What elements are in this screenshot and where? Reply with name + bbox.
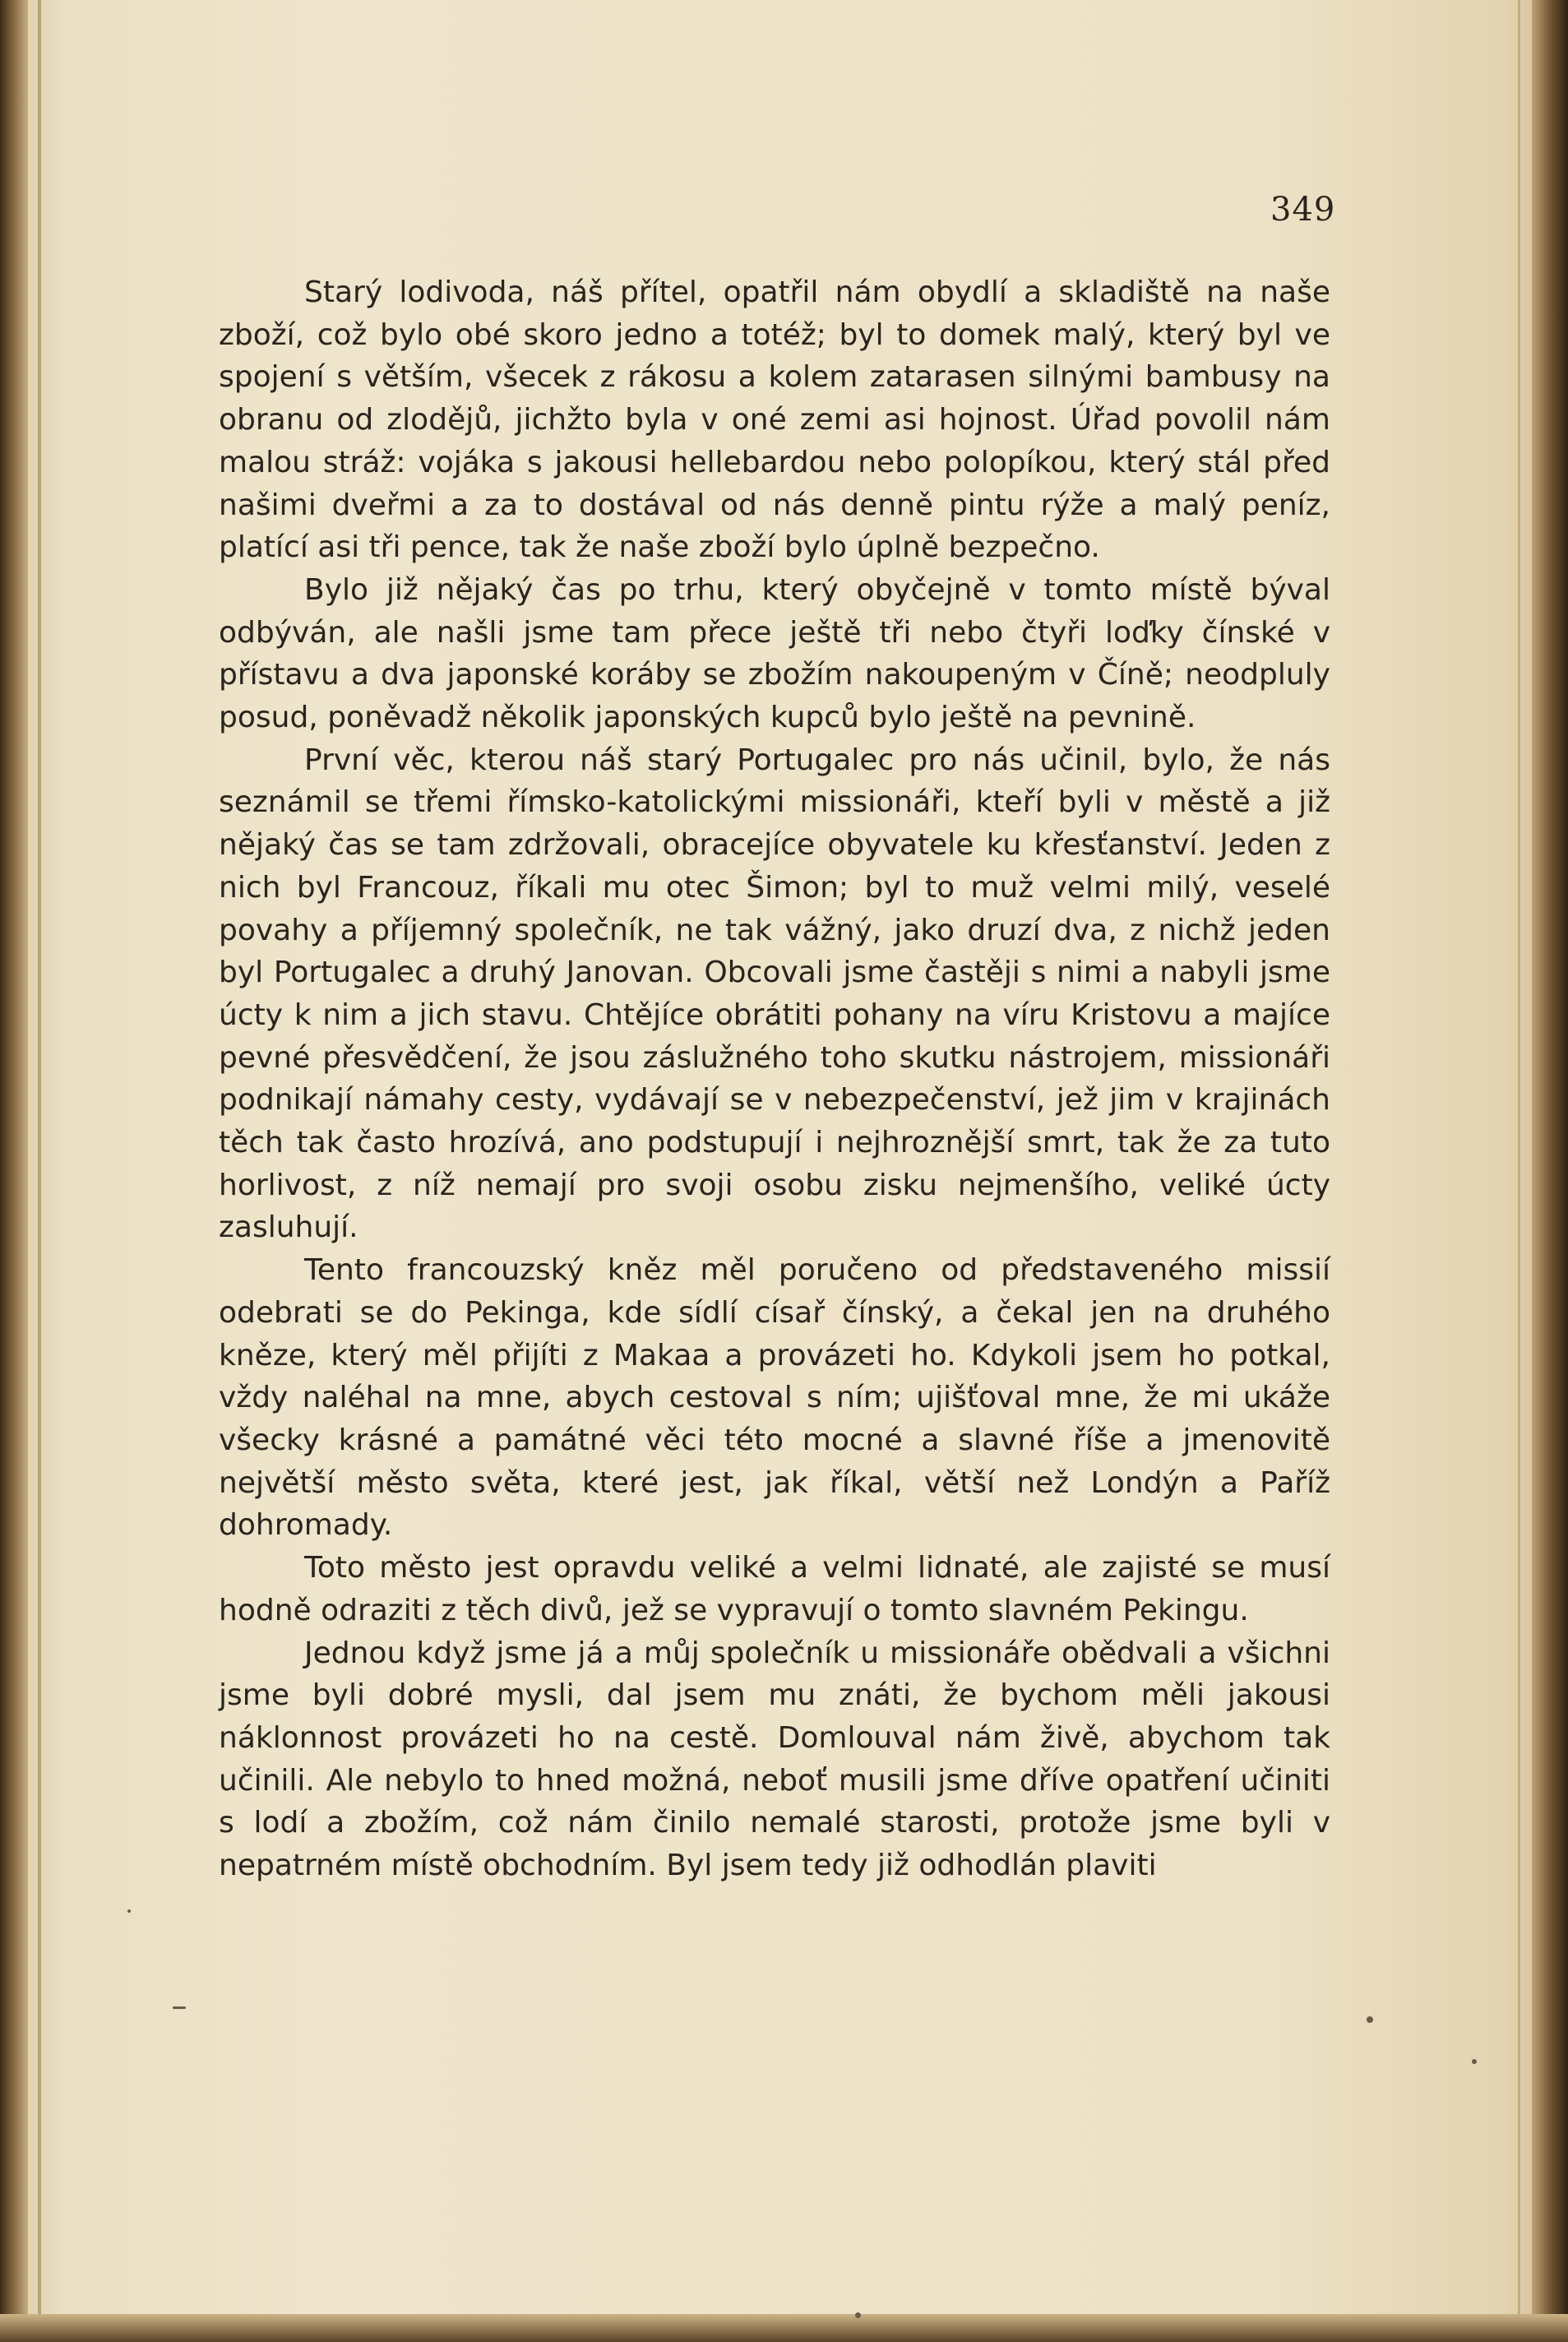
page-bottom-edge	[0, 2314, 1568, 2342]
paper-speck	[855, 2312, 861, 2318]
paragraph-1: Starý lodivoda, náš přítel, opatřil nám obydlí a skladiště na naše zboží, což bylo obé skoro jedno a totéž; byl to domek malý, který byl ve spojení s větším, všecek z rákosu a kolem zatarasen silnými bambusy na obranu od zlodějů, jichžto byla v oné zemi asi hojnost. Úřad povolil nám malou stráž: vojáka s jakousi hellebardou nebo polopíkou, který stál před našimi dveřmi a za to dostával od nás denně pintu rýže a malý peníz, platící asi tři pence, tak že naše zboží bylo úplně bezpečno.	[219, 275, 1330, 565]
page-number: 349	[1270, 191, 1336, 229]
body-text	[219, 271, 1330, 1887]
paragraph-6: Jednou když jsme já a můj společník u missionáře obědvali a všichni jsme byli dobré mysli, dal jsem mu znáti, že bychom měli jakousi náklonnost provázeti ho na cestě. Domlouval nám živě, abychom tak učinili. Ale nebylo to hned možná, neboť musili jsme dříve opatření učiniti s lodí a zbožím, což nám činilo nemalé starosti, protože jsme byli v nepatrném místě obchodním. Byl jsem tedy již odhodlán plaviti	[219, 1636, 1330, 1883]
gutter-line	[38, 0, 41, 2342]
paragraph-5: Toto město jest opravdu veliké a velmi lidnaté, ale zajisté se musí hodně odraziti z těch divů, jež se vypravují o tomto slavném Pekingu.	[219, 1551, 1330, 1627]
paper-speck	[1472, 2059, 1477, 2064]
paragraph-2: Bylo již nějaký čas po trhu, který obyčejně v tomto místě býval odbýván, ale našli jsme tam přece ještě tři nebo čtyři loďky čínské v přístavu a dva japonské koráby se zbožím nakoupeným v Číně; neodpluly posud, poněvadž několik japonských kupců bylo ještě na pevnině.	[219, 572, 1330, 735]
paper-speck	[127, 1909, 131, 1913]
paragraph-3: První věc, kterou náš starý Portugalec pro nás učinil, bylo, že nás seznámil se třemi římsko-katolickými missionáři, kteří byli v městě a již nějaký čas se tam zdržovali, obracejíce obyvatele ku křesťanství. Jeden z nich byl Francouz, říkali mu otec Šimon; byl to muž velmi milý, veselé povahy a příjemný společník, ne tak vážný, jako druzí dva, z nichž jeden byl Portugalec a druhý Janovan. Obcovali jsme častěji s nimi a nabyli jsme úcty k nim a jich stavu. Chtějíce obrátiti pohany na víru Kristovu a majíce pevné přesvědčení, že jsou záslužného toho skutku nástrojem, missionáři podnikají námahy cesty, vydávají se v nebezpečenství, jež jim v krajinách těch tak často hrozívá, ano podstupují i nejhroznější smrt, tak že za tuto horlivost, z níž nemají pro svoji osobu zisku nejmenšího, veliké úcty zasluhují.	[219, 743, 1330, 1245]
paragraph-4: Tento francouzský kněz měl poručeno od představeného missií odebrati se do Pekinga, kde sídlí císař čínský, a čekal jen na druhého kněze, který měl přijíti z Makaa a provázeti ho. Kdykoli jsem ho potkal, vždy naléhal na mne, abych cestoval s ním; ujišťoval mne, že mi ukáže všecky krásné a památné věci této mocné a slavné říše a jmenovitě největší město světa, které jest, jak říkal, větší než Londýn a Paříž dohromady.	[219, 1253, 1330, 1543]
page-edge-shadow	[1532, 0, 1568, 2342]
page-edge-line	[1518, 0, 1520, 2342]
book-spine-shadow	[0, 0, 28, 2342]
paper-speck	[173, 2006, 186, 2009]
paper-speck	[1367, 2016, 1373, 2023]
